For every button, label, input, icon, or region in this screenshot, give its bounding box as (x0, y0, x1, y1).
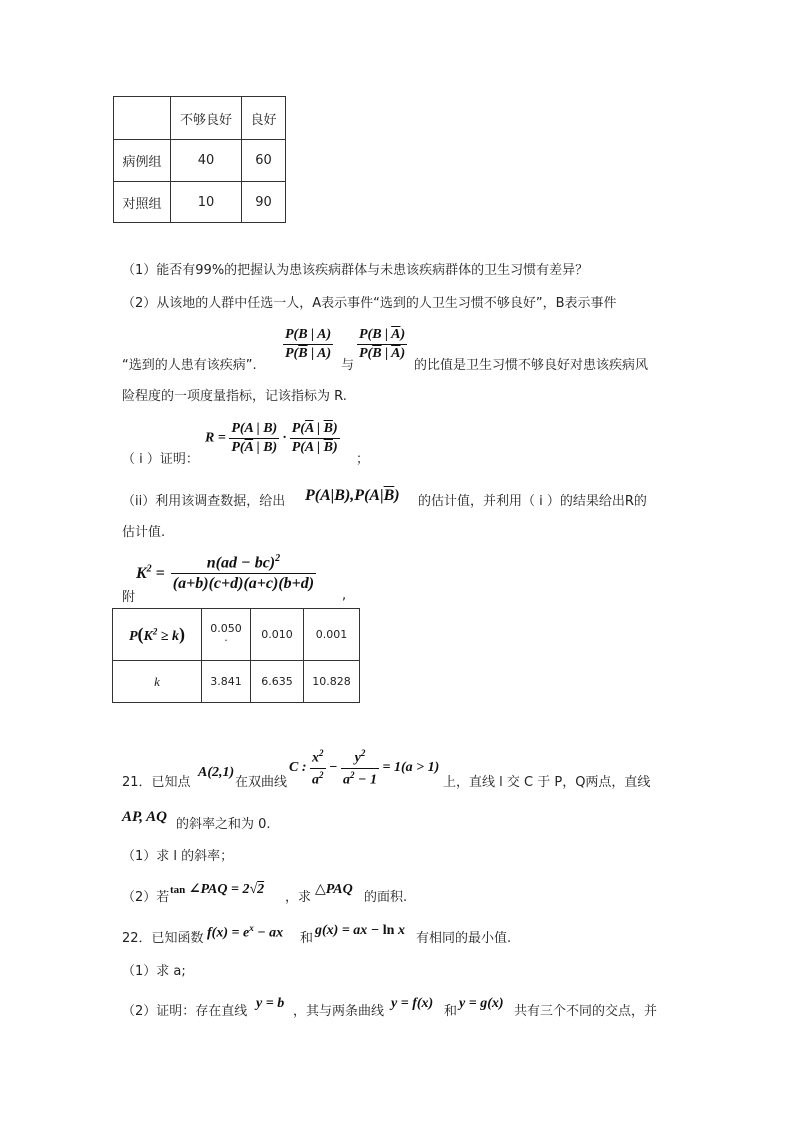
q21-part2a: （2）若 (122, 890, 170, 905)
formula-AP-AQ: AP, AQ (122, 809, 168, 825)
formula-ratio-2: $\frac{P(B | \overline{A})}{P(\overline{B} | \overline{A})}$ (359, 327, 406, 361)
table-header: 良好 (242, 97, 286, 140)
table-cell: 0.001 (304, 609, 360, 661)
formula-ratio-1: $\frac{P(B | A)}{P(\overline{B} | A)}$ (285, 327, 332, 361)
critical-value-table (112, 608, 360, 703)
table-cell: 0.050 · (202, 609, 251, 661)
question-part-2-line3: 险程度的一项度量指标，记该指标为 R. (122, 389, 347, 404)
formula-hyperbola: C : $\frac{x^2}{a^2}$ − $\frac{y^2}{a^2 - 1}$ = 1(a > 1) (289, 748, 440, 788)
question-part-ii: （ii）利用该调查数据，给出 (122, 494, 286, 509)
formula-triangle-PAQ: △PAQ (315, 882, 353, 897)
q22-part2d: 共有三个不同的交点，并 (514, 1004, 658, 1019)
table-cell: 10 (171, 182, 242, 223)
q22-part2a: （2）证明：存在直线 (122, 1004, 248, 1019)
row-label: 病例组 (114, 140, 171, 182)
table-header: 不够良好 (171, 97, 242, 140)
row-label: 对照组 (114, 182, 171, 223)
table-row (114, 140, 286, 182)
formula-R: R = $\frac{P(A | B)}{P(\overline{A} | B)}$ · $\frac{P(\overline{A} | \overline{B})}{P(A | \overline{B})}$ (205, 421, 338, 455)
question-part-i-end: ； (356, 452, 370, 467)
appendix-end: , (342, 588, 347, 603)
formula-g: g(x) = ax − ln x (315, 923, 405, 938)
formula-point-A: A(2,1) (198, 765, 235, 780)
formula-y-g: y = g(x) (459, 996, 504, 1011)
q22-part2b: ，其与两条曲线 (293, 1004, 385, 1019)
q21-line1c: 上，直线 l 交 C 于 P，Q两点，直线 (443, 775, 651, 790)
formula-tan: tan ∠PAQ = 2√2 (170, 882, 265, 897)
table-cell: 0.010 (251, 609, 304, 661)
table-header-empty (114, 97, 171, 140)
question-part-2-line1: （2）从该地的人群中任选一人，A表示事件“选到的人卫生习惯不够良好”，B表示事件 (122, 296, 617, 311)
q21-line1a: 21．已知点 (122, 775, 191, 790)
q21-line2: 的斜率之和为 0. (176, 817, 271, 832)
appendix-label: 附 (122, 590, 136, 605)
formula-y-f: y = f(x) (391, 996, 434, 1011)
q21-part2b: ，求 (285, 890, 312, 905)
question-part-ii-line2: 估计值. (122, 525, 166, 540)
q22-line1a: 22．已知函数 (122, 931, 204, 946)
table-row (114, 182, 286, 223)
table-row (113, 661, 360, 703)
question-part-ii-b: 的估计值，并利用（ i ）的结果给出R的 (418, 494, 647, 509)
q21-part2c: 的面积. (364, 890, 408, 905)
formula-estimates: $P(A|B),P(A|\overline{B})$ (305, 487, 400, 504)
formula-y-b: y = b (256, 996, 285, 1011)
table-cell: 6.635 (251, 661, 304, 703)
table-cell: 3.841 (202, 661, 251, 703)
question-part-i: （ i ）证明： (122, 452, 199, 467)
contingency-table (113, 96, 286, 223)
formula-K2: $K^2$ = $\frac{n(ad - bc)^2}{(a+b)(c+d)(a+c)(b+d)}$ (136, 553, 315, 593)
row-label-k: k (113, 661, 202, 703)
question-part-2-line2a: “选到的人患有该疾病”. (122, 358, 257, 373)
question-part-2-line2c: 的比值是卫生习惯不够良好对患该疾病风 (414, 358, 649, 373)
question-part-2-line2b: 与 (341, 358, 355, 373)
q21-part1: （1）求 l 的斜率； (122, 849, 234, 864)
table-cell: 60 (242, 140, 286, 182)
q21-line1b: 在双曲线 (235, 775, 288, 790)
probability-header: $P(K^2 \ge k)$ (113, 609, 202, 661)
table-row (113, 609, 360, 661)
table-cell: 10.828 (304, 661, 360, 703)
table-cell: 90 (242, 182, 286, 223)
question-part-1: （1）能否有99%的把握认为患该疾病群体与未患该疾病群体的卫生习惯有差异？ (122, 263, 589, 278)
table-cell: 40 (171, 140, 242, 182)
q22-line1c: 有相同的最小值. (416, 931, 512, 946)
formula-f: $f(x) = e^x$ − ax (207, 923, 284, 941)
q22-part1: （1）求 a; (122, 964, 186, 979)
q22-line1b: 和 (300, 931, 314, 946)
q22-part2c: 和 (444, 1004, 458, 1019)
